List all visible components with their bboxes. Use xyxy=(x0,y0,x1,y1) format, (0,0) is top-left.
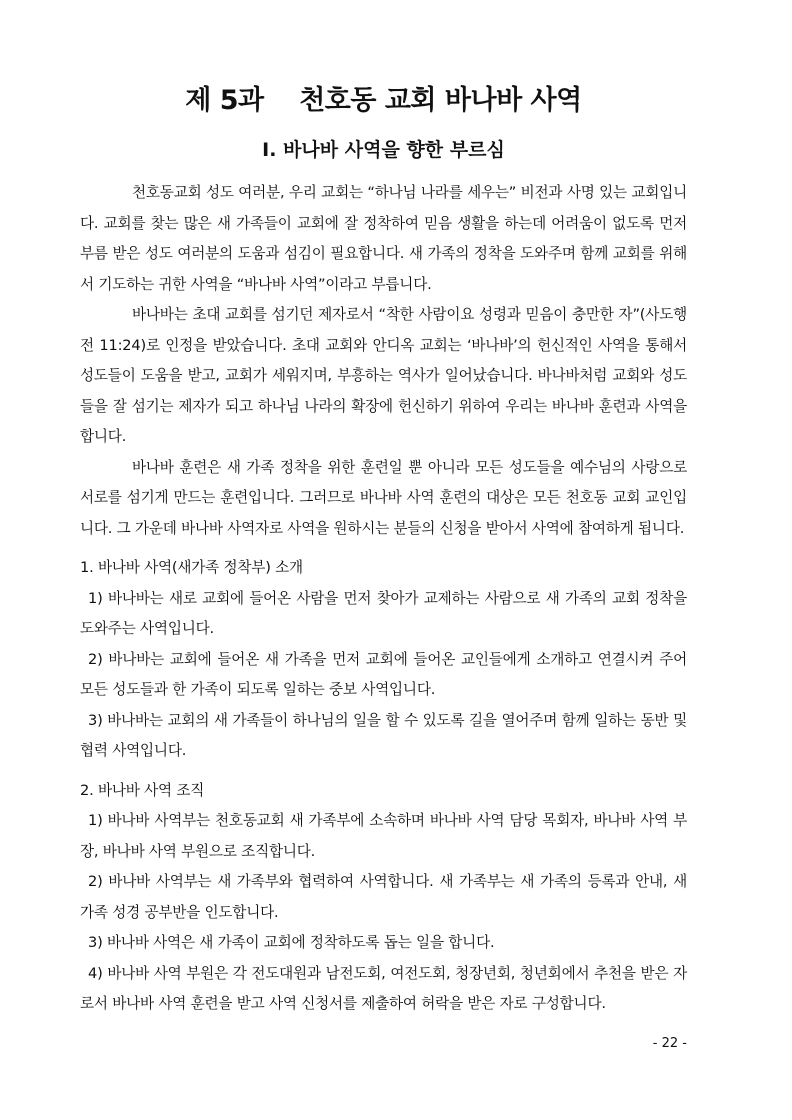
list-item: 3) 바나바 사역은 새 가족이 교회에 정착하도록 돕는 일을 합니다. xyxy=(88,934,495,951)
chapter-title: 제 5과 천호동 교회 바나바 사역 xyxy=(185,85,582,116)
list-item: 1) 바나바 사역부는 천호동교회 새 가족부에 소속하며 바나바 사역 담당 목회자, 바나바 사역 부장, 바나바 사역 부원으로 조직합니다. xyxy=(80,812,687,860)
intro-paragraph: 바나바 훈련은 새 가족 정착을 위한 훈련일 뿐 아니라 모든 성도들을 예수님의 사랑으로 서로를 섬기게 만드는 훈련입니다. 그러므로 바나바 사역 훈련의 대상은 모든 천호동 교회 교인입니다. 그 가운데 바나바 사역자로 사역을 원하시는 분들의 신청을 받아서 사역에 참여하게 됩니다. xyxy=(80,458,687,537)
list-item: 2) 바나바 사역부는 새 가족부와 협력하여 사역합니다. 새 가족부는 새 가족의 등록과 안내, 새 가족 성경 공부반을 인도합니다. xyxy=(80,873,687,921)
document-body xyxy=(80,178,687,1020)
list-item: 4) 바나바 사역 부원은 각 전도대원과 남전도회, 여전도회, 청장년회, 청년회에서 추천을 받은 자로서 바나바 사역 훈련을 받고 사역 신청서를 제출하여 허락을 받은 자로 구성합니다. xyxy=(80,964,687,1012)
list-item: 2) 바나바는 교회에 들어온 새 가족을 먼저 교회에 들어온 교인들에게 소개하고 연결시켜 주어 모든 성도들과 한 가족이 되도록 일하는 중보 사역입니다. xyxy=(80,650,687,698)
list-item: 1) 바나바는 새로 교회에 들어온 사람을 먼저 찾아가 교제하는 사람으로 새 가족의 교회 정착을 도와주는 사역입니다. xyxy=(80,589,687,637)
document-page xyxy=(80,0,687,1120)
intro-paragraph: 천호동교회 성도 여러분, 우리 교회는 “하나님 나라를 세우는” 비전과 사명 있는 교회입니다. 교회를 찾는 많은 새 가족들이 교회에 잘 정착하여 믿음 생활을 하는데 어려움이 없도록 먼저 부름 받은 성도 여러분의 도움과 섬김이 필요합니다. 새 가족의 정착을 도와주며 함께 교회를 위해서 기도하는 귀한 사역을 “바나바 사역”이라고 부릅니다. xyxy=(80,184,687,293)
section-heading: 2. 바나바 사역 조직 xyxy=(80,781,205,799)
section-title: I. 바나바 사역을 향한 부르심 xyxy=(262,139,505,161)
list-item: 3) 바나바는 교회의 새 가족들이 하나님의 일을 할 수 있도록 길을 열어주며 함께 일하는 동반 및 협력 사역입니다. xyxy=(80,711,687,759)
page-number: - 22 - xyxy=(652,1036,687,1051)
section-organization xyxy=(80,776,687,1020)
intro-paragraph: 바나바는 초대 교회를 섬기던 제자로서 “착한 사람이요 성령과 믿음이 충만한 자”(사도행전 11:24)로 인정을 받았습니다. 초대 교회와 안디옥 교회는 ‘바나바’의 헌신적인 사역을 통해서 성도들이 도움을 받고, 교회가 세워지며, 부흥하는 역사가 일어났습니다. 바나바처럼 교회와 성도들을 잘 섬기는 제자가 되고 하나님 나라의 확장에 헌신하기 위하여 우리는 바나바 훈련과 사역을 합니다. xyxy=(80,306,687,445)
section-introduction xyxy=(80,553,687,767)
section-heading: 1. 바나바 사역(새가족 정착부) 소개 xyxy=(80,559,303,576)
